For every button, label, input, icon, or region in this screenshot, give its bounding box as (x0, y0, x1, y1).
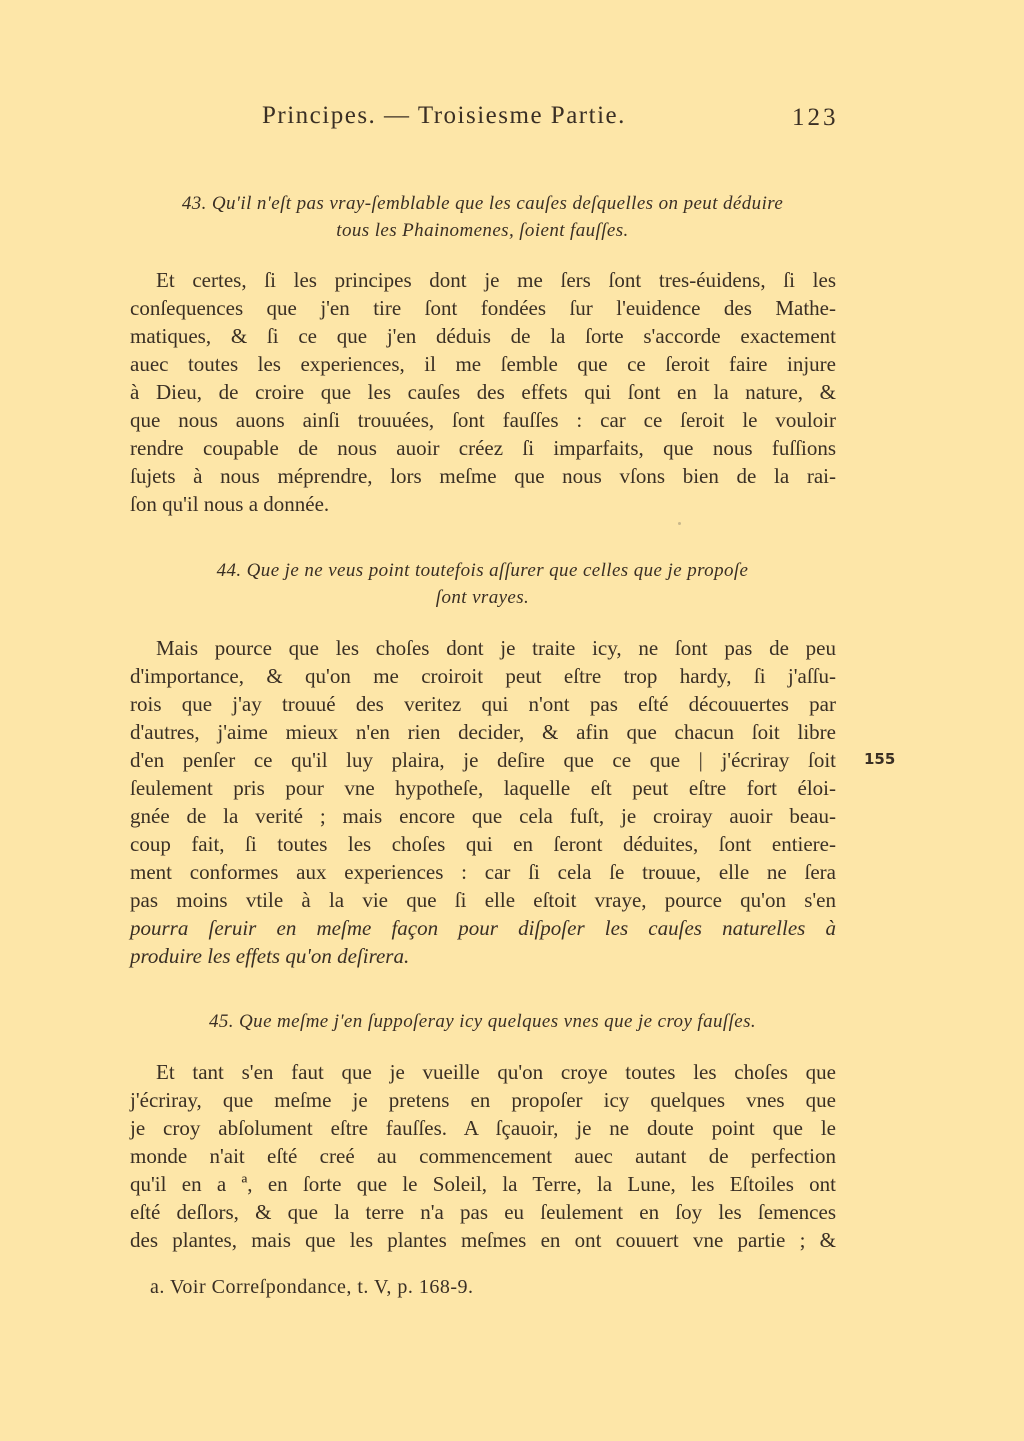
text-line: produire les effets qu'on deſirera. (130, 944, 410, 968)
text-line: des plantes, mais que les plantes meſmes en ont couuert vne partie ; & (130, 1228, 836, 1252)
heading-line: 43. Qu'il n'eſt pas vray-ſemblable que les cauſes deſquelles on peut déduire (181, 193, 784, 214)
text-line: ſeulement pris pour vne hypotheſe, laquelle eſt peut eſtre fort éloi- (130, 776, 836, 800)
text-line: Mais pource que les choſes dont je traite icy, ne ſont pas de peu (156, 636, 836, 660)
heading-line: 44. Que je ne veus point toutefois aſſurer que celles que je propoſe (216, 560, 749, 581)
page-number: 123 (792, 104, 839, 131)
text-line: eſté deſlors, & que la terre n'a pas eu ſeulement en ſoy les ſemences (130, 1200, 836, 1224)
text-line: ſujets à nous méprendre, lors meſme que nous vſons bien de la rai- (130, 464, 836, 488)
text-line: qu'il en a ª, en ſorte que le Soleil, la Terre, la Lune, les Eſtoiles ont (130, 1172, 836, 1196)
text-line: à Dieu, de croire que les cauſes des effets qui ſont en la nature, & (130, 380, 836, 404)
section-43-heading (130, 190, 835, 244)
heading-line: ſont vrayes. (435, 587, 530, 608)
text-line: pas moins vtile à la vie que ſi elle eſtoit vraye, pource qu'on s'en (130, 888, 836, 912)
margin-page-reference: 155 (864, 750, 896, 768)
text-line: d'autres, j'aime mieux n'en rien decider, & afin que chacun ſoit libre (130, 720, 836, 744)
heading-line: 45. Que meſme j'en ſuppoſeray icy quelques vnes que je croy fauſſes. (208, 1011, 757, 1032)
section-45-heading (130, 1008, 835, 1035)
section-43-paragraph (130, 266, 836, 518)
text-line: Et tant s'en faut que je vueille qu'on croye toutes les choſes que (156, 1060, 836, 1084)
text-line: rendre coupable de nous auoir créez ſi imparfaits, que nous fuſſions (130, 436, 836, 460)
text-line: coup fait, ſi toutes les choſes qui en ſeront déduites, ſont entiere- (130, 832, 836, 856)
footnote: a. Voir Correſpondance, t. V, p. 168-9. (150, 1276, 474, 1298)
text-line: monde n'ait eſté creé au commencement auec autant de perfection (130, 1144, 836, 1168)
heading-line: tous les Phainomenes, ſoient fauſſes. (336, 220, 629, 241)
paper-speck (678, 522, 681, 525)
text-line: ment conformes aux experiences : car ſi cela ſe trouue, elle ne ſera (130, 860, 836, 884)
text-line: d'importance, & qu'on me croiroit peut eſtre trop hardy, ſi j'aſſu- (130, 664, 836, 688)
section-44-heading (130, 557, 835, 611)
text-line: gnée de la verité ; mais encore que cela fuſt, je croiray auoir beau- (130, 804, 836, 828)
text-line: d'en penſer ce qu'il luy plaira, je deſire que ce que | j'écriray ſoit (130, 748, 836, 772)
text-line: auec toutes les experiences, il me ſemble que ce ſeroit faire injure (130, 352, 836, 376)
text-line: je croy abſolument eſtre fauſſes. A ſçauoir, je ne doute point que le (130, 1116, 836, 1140)
running-header: Principes. — Troisiesme Partie. (262, 102, 626, 129)
text-line: que nous auons ainſi trouuées, ſont fauſſes : car ce ſeroit le vouloir (130, 408, 836, 432)
text-line: pourra ſeruir en meſme façon pour diſpoſer les cauſes naturelles à (130, 916, 836, 940)
section-45-paragraph (130, 1058, 836, 1254)
text-line: matiques, & ſi ce que j'en déduis de la ſorte s'accorde exactement (130, 324, 836, 348)
text-line: Et certes, ſi les principes dont je me ſers ſont tres-éuidens, ſi les (156, 268, 836, 292)
text-line: j'écriray, que meſme je pretens en propoſer icy quelques vnes que (130, 1088, 836, 1112)
text-line: rois que j'ay trouué des veritez qui n'ont pas eſté découuertes par (130, 692, 836, 716)
text-line: ſon qu'il nous a donnée. (130, 492, 330, 516)
text-line: conſequences que j'en tire ſont fondées ſur l'euidence des Mathe- (130, 296, 836, 320)
section-44-paragraph (130, 634, 836, 970)
